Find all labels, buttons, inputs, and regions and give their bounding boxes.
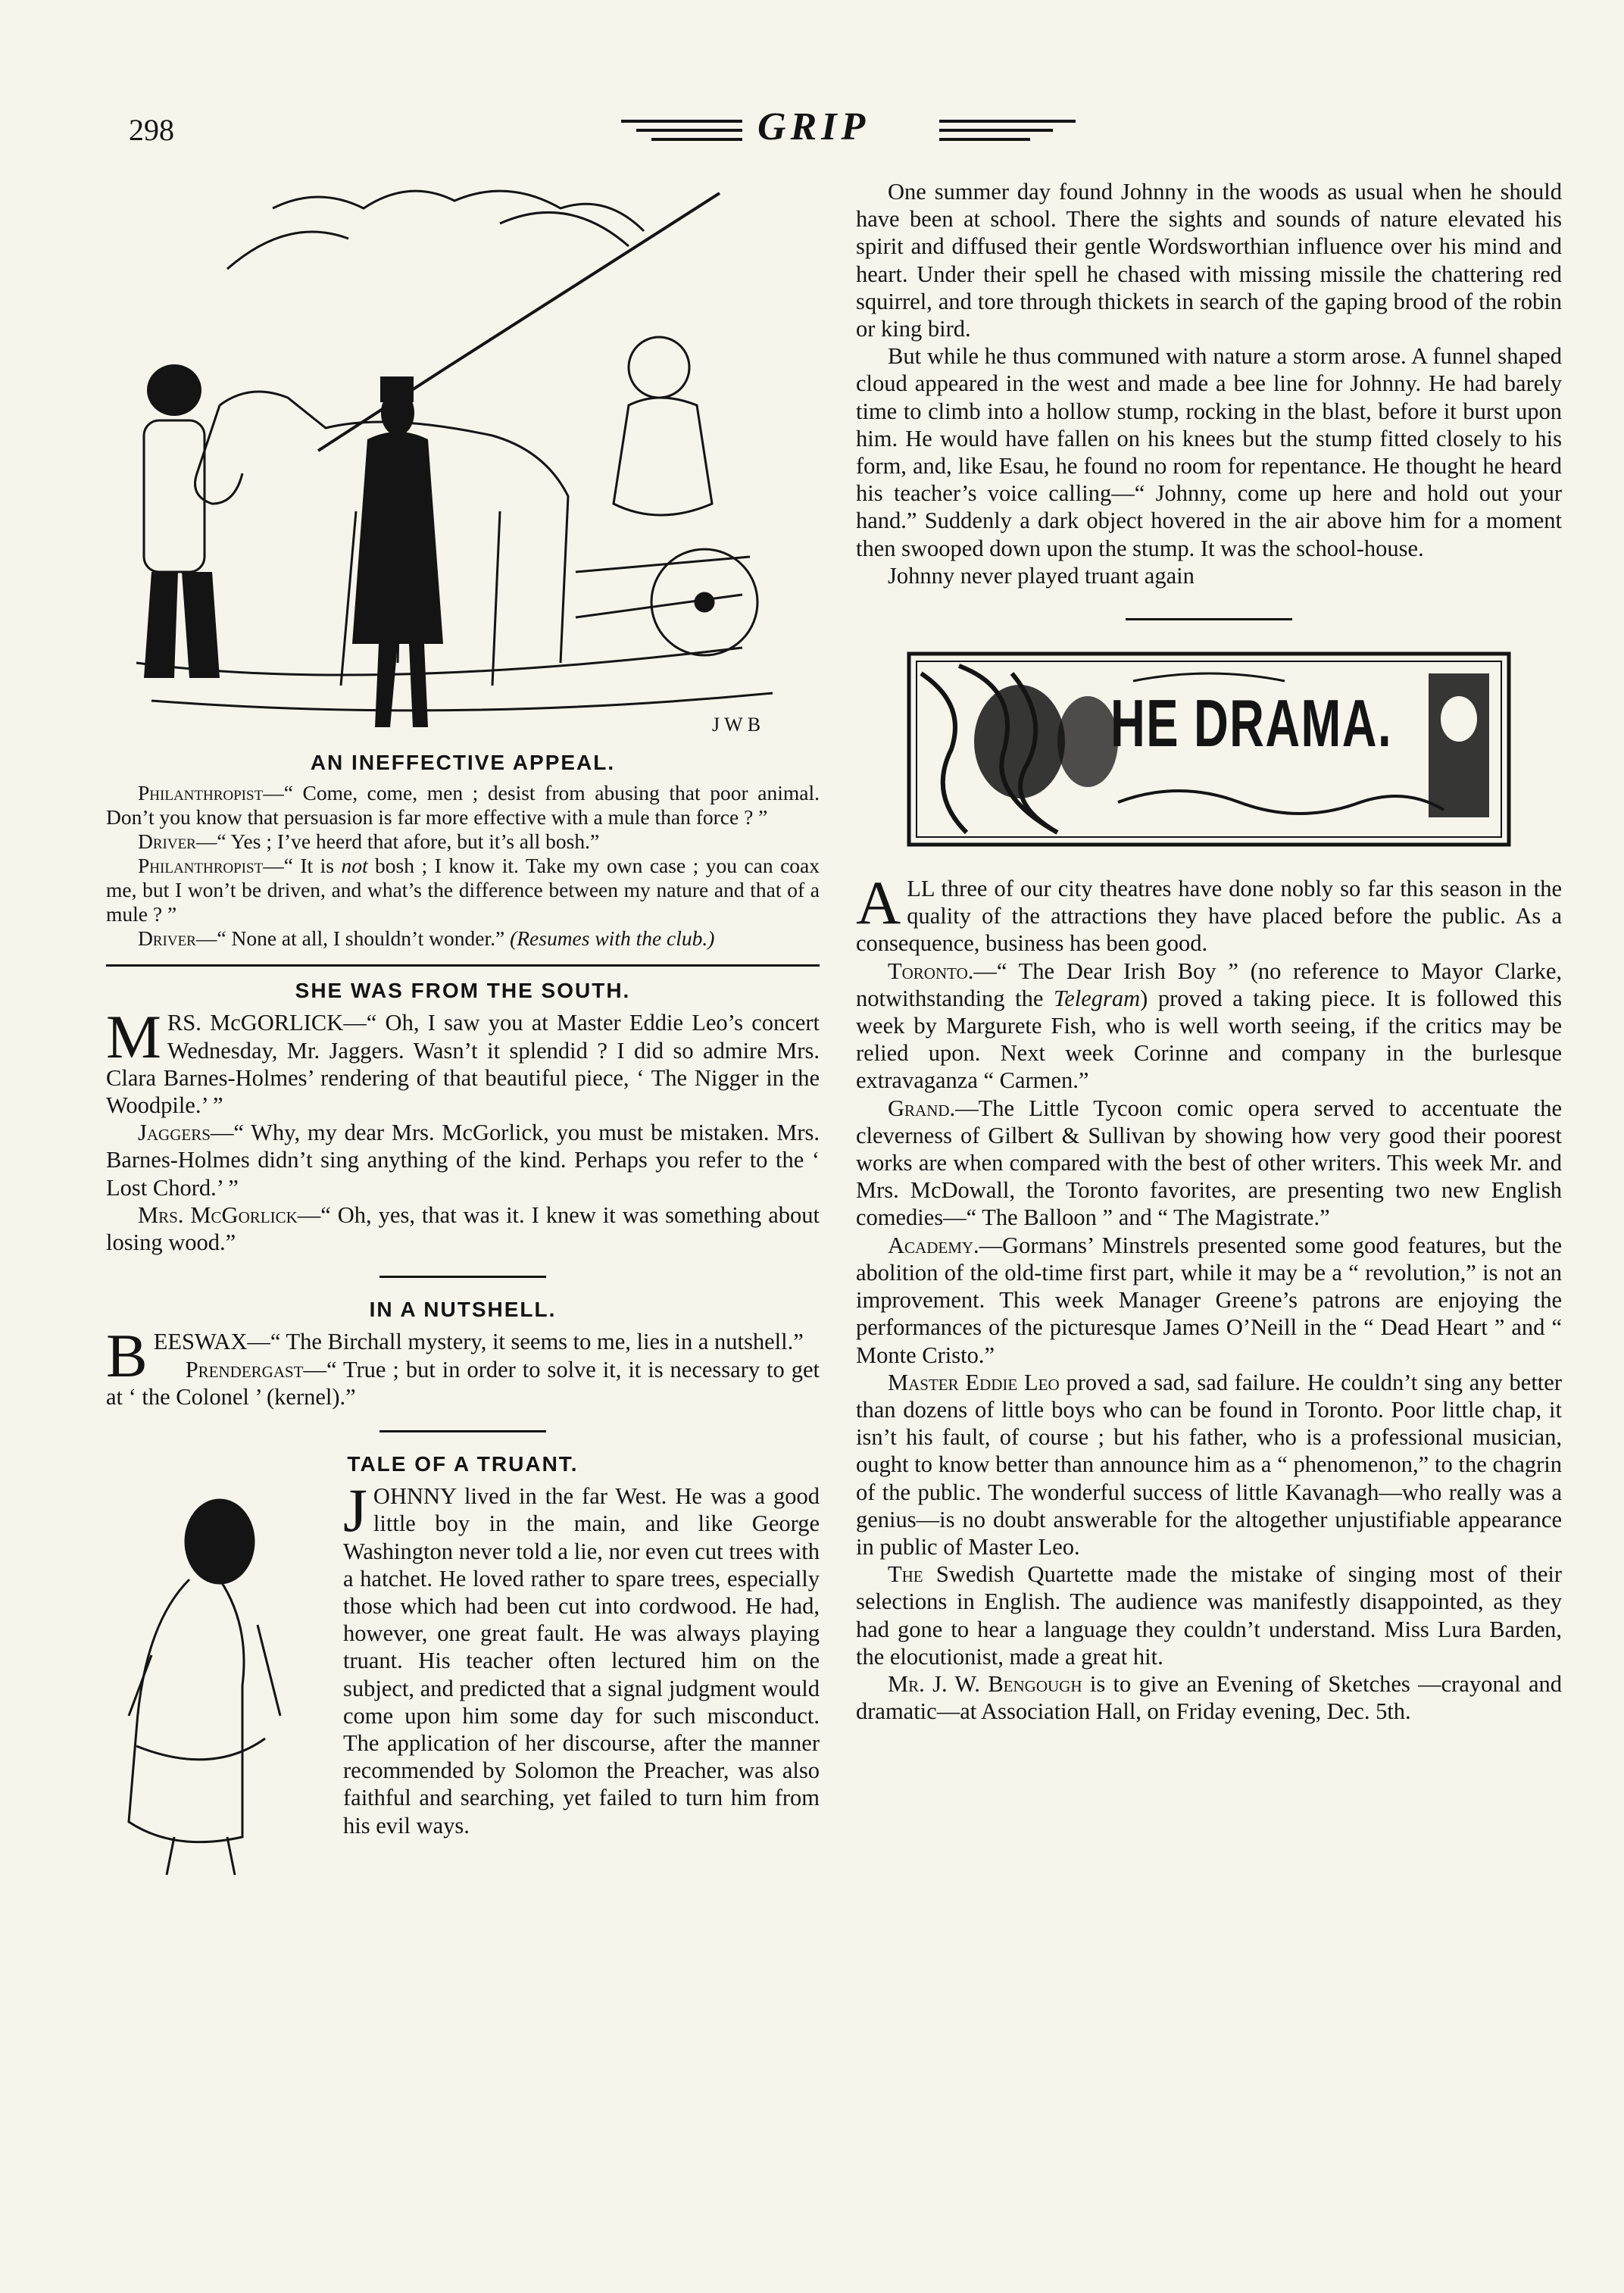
short-divider bbox=[379, 1276, 546, 1278]
the-drama-banner bbox=[906, 651, 1512, 848]
dialogue-text: —“ It is bbox=[263, 854, 342, 878]
speaker-name: Prendergast bbox=[185, 1356, 304, 1382]
paragraph-text: ) proved a taking piece. It is followed this week by Margurete Fish, who is well worth seeing, if the critics may be relied upon. Next week Corinne and company in the burlesque extravaganza “ Carmen.” bbox=[856, 985, 1562, 1094]
page-number: 298 bbox=[129, 113, 174, 147]
heading-ineffective-appeal: AN INEFFECTIVE APPEAL. bbox=[310, 751, 616, 774]
masthead-rule-right bbox=[939, 120, 1076, 123]
truant-continued-paragraph: But while he thus communed with nature a storm arose. A funnel shaped cloud appeared in the west and made a bee line for Johnny. He had barely time to climb into a hollow stump, rocking in the blast, before it burst upon him. He would have fallen on his knees but the stump fitted closely to his form, and, like Esau, he found no room for repentance. He thought he heard his teacher’s voice calling—“ Johnny, come up here and hold out your hand.” Suddenly a dark object hovered in the air above him for a moment then swooped down upon the stump. It was the school-house. bbox=[856, 343, 1562, 561]
stage-direction: (Resumes with the club.) bbox=[510, 926, 715, 951]
masthead-rule-left bbox=[651, 138, 742, 141]
paragraph-text: LL three of our city theatres have done nobly so far this season in the quality of the attractions they have placed before the public. As a consequence, business has been good. bbox=[856, 876, 1562, 957]
right-column bbox=[856, 178, 1562, 1725]
speaker-name: The bbox=[888, 1561, 923, 1588]
drama-paragraph bbox=[856, 1232, 1562, 1369]
paragraph-text: proved a sad, sad failure. He couldn’t sing any better than dozens of little boys who can be found in Toronto. Poor little chap, it isn’t his fault, of course ; but his father, who is a professional musician, ought to know better than announce him as a “ phenomenon,” to the chagrin of the public. The wonderful success of little Kavanagh—who really was a genius—is no doubt answerable for the altogether unjustifiable appearance in public of Master Leo. bbox=[856, 1369, 1562, 1560]
appeal-paragraph bbox=[106, 829, 820, 854]
illustration-signature: J W B bbox=[712, 714, 761, 736]
paragraph-text: .—The Little Tycoon comic opera served to accentuate the cleverness of Gilbert & Sullivan by showing how very good their poorest works are when compared with the best of other writers. This week Mr. and Mrs. McDowall, the Toronto favorites, are presenting two new English comedies—“ The Balloon ” and “ The Magistrate.” bbox=[856, 1095, 1562, 1231]
drama-paragraph bbox=[856, 957, 1562, 1095]
dialogue-text: —“ Come, come, men ; desist from abusing that poor animal. Don’t you know that persuasion is far more effective with a mule than force ? ” bbox=[106, 781, 820, 829]
speaker-name: Philanthropist bbox=[138, 854, 264, 878]
short-divider bbox=[1126, 618, 1292, 620]
paragraph-text: —“ Oh, yes, that was it. I knew it was something about losing wood.” bbox=[106, 1201, 820, 1256]
mule-cartoon-illustration bbox=[106, 178, 820, 739]
speaker-name: Grand bbox=[888, 1095, 950, 1121]
drama-paragraph bbox=[856, 1095, 1562, 1232]
section-divider bbox=[106, 964, 820, 967]
truant-continued-paragraph: Johnny never played truant again bbox=[888, 562, 1195, 589]
masthead-rule-right bbox=[939, 129, 1053, 132]
dialogue-text: bosh ; I know it. Take my own case ; you can coax me, but I won’t be driven, and what’s the difference between my nature and that of a mule ? ” bbox=[106, 854, 820, 926]
heading-in-a-nutshell: IN A NUTSHELL. bbox=[369, 1298, 557, 1322]
nutshell-paragraph bbox=[106, 1356, 820, 1410]
paragraph-text: Swedish Quartette made the mistake of singing most of their selections in English. The audience was manifestly disappointed, as they had gone to hear a language they couldn’t understand. Miss Lura Barden, the elocutionist, made a great hit. bbox=[856, 1561, 1562, 1670]
drop-cap: M bbox=[106, 1002, 161, 1072]
masthead-rule-left bbox=[636, 129, 742, 132]
drama-paragraph bbox=[856, 1560, 1562, 1670]
appeal-paragraph bbox=[106, 926, 820, 951]
paragraph-text: —“ True ; but in order to solve it, it is necessary to get at ‘ the Colonel ’ (kernel).” bbox=[106, 1356, 820, 1410]
speaker-name: Mrs. McGorlick bbox=[138, 1201, 298, 1228]
appeal-paragraph bbox=[106, 854, 820, 926]
heading-tale-of-a-truant: TALE OF A TRUANT. bbox=[347, 1452, 579, 1476]
truant-paragraph bbox=[106, 1476, 820, 1839]
left-column bbox=[106, 178, 820, 1882]
drop-cap: J bbox=[343, 1476, 367, 1545]
drama-paragraph bbox=[856, 868, 1562, 957]
paragraph-text: EESWAX—“ The Birchall mystery, it seems to me, lies in a nutshell.” bbox=[153, 1329, 804, 1355]
speaker-name: Driver bbox=[138, 926, 196, 951]
short-divider bbox=[379, 1430, 546, 1432]
emphasis-text: Telegram bbox=[1054, 985, 1141, 1011]
truant-boy-illustration bbox=[106, 1489, 329, 1882]
speaker-name: Academy bbox=[888, 1232, 974, 1258]
masthead-rule-left bbox=[621, 120, 742, 123]
paragraph-text: .—Gormans’ Minstrels presented some good features, but the abolition of the old-time first part, while it may be a “ revolution,” is not an improvement. This week Manager Greene’s patrons are enjoying the performances of the picturesque James O’Neill in the “ Dead Heart ” and “ Monte Cristo.” bbox=[856, 1232, 1562, 1368]
paragraph-text: .—“ The Dear Irish Boy ” (no reference to Mayor Clarke, notwithstanding the bbox=[856, 957, 1562, 1011]
south-paragraph bbox=[106, 1201, 820, 1256]
dialogue-text: —“ Yes ; I’ve heerd that afore, but it’s all bosh.” bbox=[195, 829, 600, 854]
drama-paragraph bbox=[856, 1369, 1562, 1560]
speaker-name: Driver bbox=[138, 829, 196, 854]
masthead bbox=[606, 103, 1106, 156]
paragraph-text: OHNNY lived in the far West. He was a good little boy in the main, and like George Washington never told a lie, nor even cut trees with a hatchet. He loved rather to spare trees, especially those which had been cut into cordwood. He had, however, one great fault. He was always playing truant. His teacher often lectured him on the subject, and predicted that a signal judgment would come upon him some day for such misconduct. The application of her discourse, after the manner recommended by Solomon the Preacher, was also faithful and searching, yet failed to turn him from his evil ways. bbox=[343, 1483, 820, 1838]
speaker-name: Master Eddie Leo bbox=[888, 1369, 1060, 1395]
paragraph-text: RS. McGORLICK—“ Oh, I saw you at Master Eddie Leo’s concert Wednesday, Mr. Jaggers. Wasn’t it splendid ? I did so admire Mrs. Clara Barnes-Holmes’ rendering of that beautiful piece, ‘ The Nigger in the Woodpile.’ ” bbox=[106, 1010, 820, 1119]
speaker-name: Mr. J. W. Bengough bbox=[888, 1670, 1082, 1697]
masthead-title: GRIP bbox=[757, 105, 870, 148]
speaker-name: Jaggers bbox=[138, 1120, 211, 1146]
drop-cap: B bbox=[106, 1321, 148, 1391]
drama-banner-title: HE DRAMA. bbox=[1110, 686, 1392, 761]
speaker-name: Philanthropist bbox=[138, 781, 264, 805]
appeal-paragraph bbox=[106, 781, 820, 829]
truant-continued-paragraph: One summer day found Johnny in the woods as usual when he should have been at school. There the sights and sounds of nature elevated his spirit and diffused their gentle Wordsworthian influence over his mind and heart. Under their spell he chased with missing missile the chattering red squirrel, and tore through thickets in search of the gaping brood of the robin or king bird. bbox=[856, 179, 1562, 342]
paragraph-text: —“ Why, my dear Mrs. McGorlick, you must be mistaken. Mrs. Barnes-Holmes didn’t sing anything of the kind. Perhaps you refer to the ‘ Lost Chord.’ ” bbox=[106, 1120, 820, 1201]
emphasis-text: not bbox=[341, 854, 368, 878]
masthead-rule-right bbox=[939, 138, 1030, 141]
speaker-name: Toronto bbox=[888, 957, 968, 984]
south-paragraph bbox=[106, 1002, 820, 1119]
dialogue-text: —“ None at all, I shouldn’t wonder.” bbox=[195, 926, 505, 951]
heading-she-was-from-the-south: SHE WAS FROM THE SOUTH. bbox=[295, 979, 631, 1003]
drama-paragraph bbox=[856, 1670, 1562, 1725]
south-paragraph bbox=[106, 1119, 820, 1201]
drop-cap: A bbox=[856, 868, 901, 938]
paragraph-text: is to give an Evening of Sketches —crayonal and dramatic—at Association Hall, on Friday evening, Dec. 5th. bbox=[856, 1670, 1562, 1725]
